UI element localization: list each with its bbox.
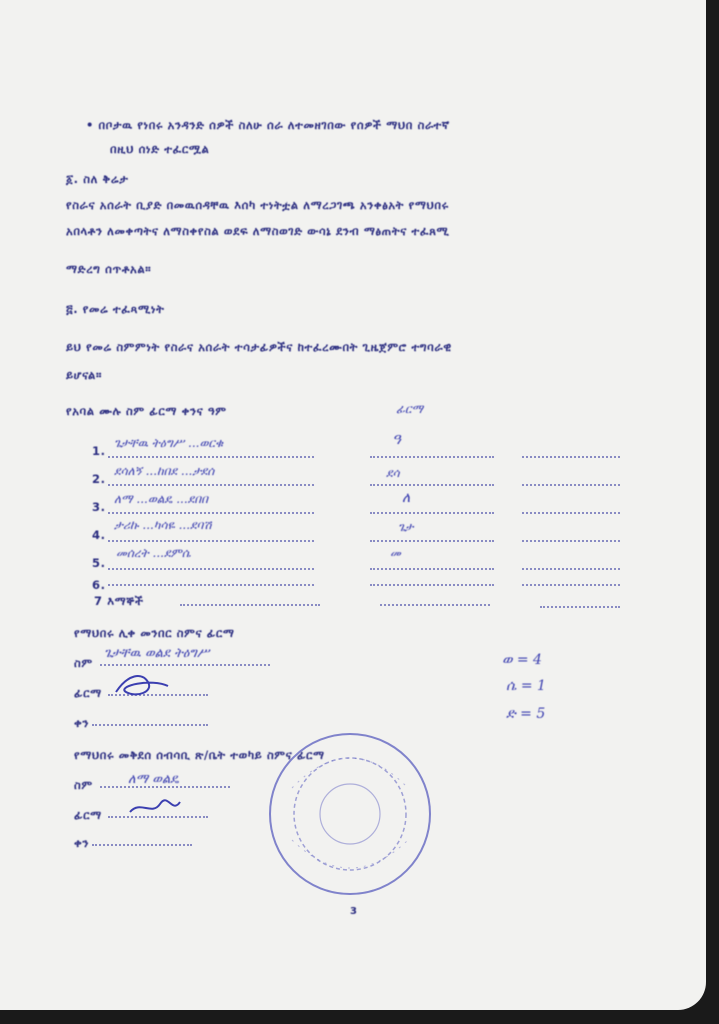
member-signature: ደሳ [386, 466, 400, 480]
chair-date-label: ቀን [74, 716, 89, 730]
member-num: 1. [92, 444, 106, 458]
member-signature: ለ [402, 490, 411, 506]
member-num: 2. [92, 472, 106, 486]
name-line [108, 512, 314, 514]
member-name: ታሪኩ ...ካሳዬ ...ደባሽ [114, 518, 212, 532]
member-num: 5. [92, 556, 106, 570]
section-4-line-2: አበላቶን ለመቀጣትና ለማስቀየስል ወደፍ ለማስወገድ ውሳኔ ደንብ ማፅጠትና ተፈጸሚ [66, 224, 450, 238]
name-line [108, 584, 314, 586]
official-stamp [262, 728, 438, 900]
name-line [108, 540, 314, 542]
member-name: ለማ ...ወልዴ ...ደበበ [114, 492, 208, 506]
signature-line [370, 584, 494, 586]
member-signature: መ [390, 546, 401, 560]
sec-date-label: ቀን [74, 836, 89, 850]
witness-sign-line [380, 604, 490, 606]
tally-1: ወ = 4 [502, 652, 542, 668]
sec-sign-label: ፊርማ [74, 808, 102, 822]
tally-2: ሴ = 1 [506, 678, 546, 694]
sec-date-line [92, 844, 192, 846]
chair-name-line [100, 664, 270, 666]
sec-name-value: ለማ ወልዴ [128, 772, 179, 787]
tally-3: ድ = 5 [506, 706, 546, 722]
section-4-line-1: የስራና አሰራት ቢያድ በመዉሰዳቸዉ እሰካ ተነትቷል ለማረጋገጫ አንቀፅአት የማህበሩ [66, 198, 449, 212]
bullet-line-1: • በቦታዉ የነበሩ አንዳንድ ሰዎች ስለሁ ሰራ ለተመዘገበው የሰዎች ማህበ ስራተኛ [86, 118, 450, 132]
member-num: 6. [92, 578, 106, 592]
chair-signature [112, 668, 172, 702]
name-line [108, 568, 314, 570]
chair-name-value: ጌታቸዉ ወልደ ትዕግሥ [104, 646, 210, 661]
signature-line [370, 540, 494, 542]
signature-line [370, 456, 494, 458]
chair-heading: የማህበሩ ሊቀ መንበር ስምና ፊርማ [74, 626, 235, 640]
section-4-heading: ፩. ስለ ቅሬታ [66, 172, 129, 186]
member-name: ደሳለኝ ...ከበደ ...ታደሰ [114, 464, 215, 478]
member-name: መሰረት ...ደምሴ [116, 546, 191, 560]
signature-line [370, 484, 494, 486]
page-mark: 7 እማኞች [94, 594, 144, 608]
member-signature: ጌታ [398, 520, 414, 534]
bullet-line-2: በዚህ ሰነድ ተፈርሟል [110, 142, 210, 156]
section-5-line-2: ይሆናል። [66, 368, 102, 382]
table-header-right: ፊርማ [396, 402, 424, 416]
section-5-heading: ፭. የመሬ ተፈጻሚነት [66, 302, 165, 316]
page-number: 3 [350, 906, 358, 917]
sec-name-label: ስም [74, 778, 93, 792]
sec-name-line [100, 786, 230, 788]
witness-date-line [540, 606, 620, 608]
date-line [522, 512, 620, 514]
member-signature: ዓ [392, 430, 401, 448]
date-line [522, 456, 620, 458]
signature-line [370, 568, 494, 570]
name-line [108, 456, 314, 458]
chair-date-line [92, 724, 208, 726]
witness-line [180, 604, 320, 606]
date-line [522, 540, 620, 542]
section-5-line-1: ይህ የመሬ ስምምነት የስራና አሰራት ተሳታፊዎችና ከተፈረሙበት ጊዜጀምሮ ተግባራዊ [66, 340, 452, 354]
name-line [108, 484, 314, 486]
section-4-line-3: ማድረግ ሰጥቶአል። [66, 262, 152, 276]
chair-name-label: ስም [74, 656, 93, 670]
table-header: የአባል ሙሉ ስም ፊርማ ቀንና ዓም [66, 404, 227, 418]
chair-sign-label: ፊርማ [74, 686, 102, 700]
member-name: ጌታቸዉ ትዕግሥ ...ወርቁ [114, 436, 224, 450]
date-line [522, 568, 620, 570]
signature-line [370, 512, 494, 514]
sec-signature [126, 794, 182, 822]
member-num: 4. [92, 528, 106, 542]
date-line [522, 584, 620, 586]
member-num: 3. [92, 500, 106, 514]
date-line [522, 484, 620, 486]
secretary-heading: የማህበሩ መቅደሰ ሰብሳቢ ጽ/ቤት ተወካይ ስምና ፊርማ [74, 748, 325, 762]
